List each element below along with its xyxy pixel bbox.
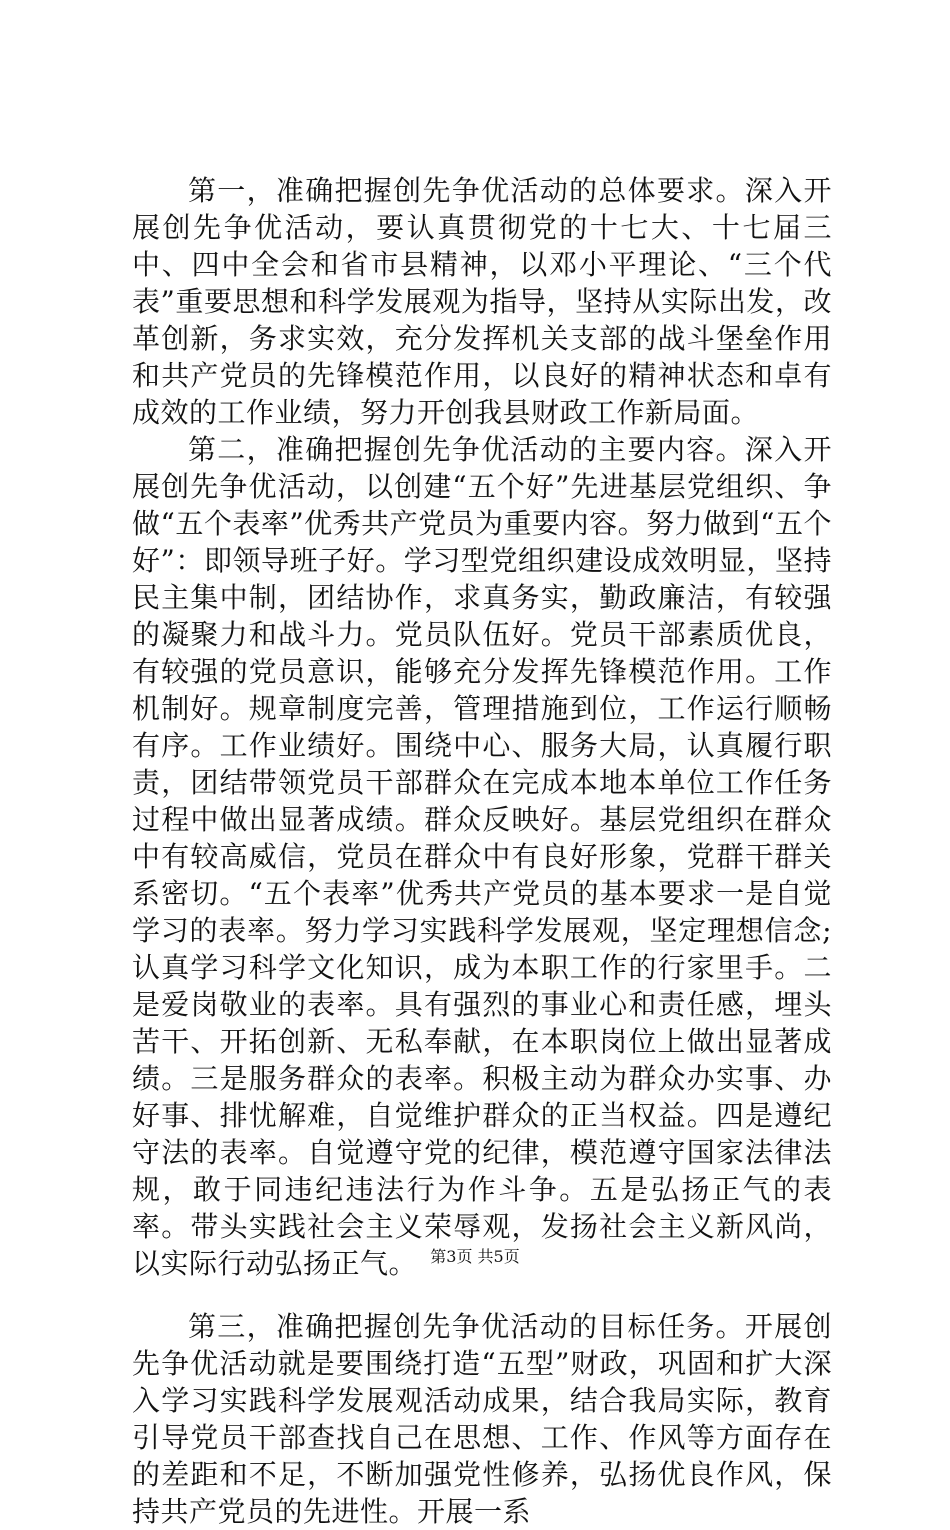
paragraph-overall-requirements: 第一，准确把握创先争优活动的总体要求。深入开展创先争优活动，要认真贯彻党的十七大、十七届三中、四中全会和省市县精神，以邓小平理论、“三个代表”重要思想和科学发展观为指导，坚持从实际出发，改革创新，务求实效，充分发挥机关支部的战斗堡垒作用和共产党员的先锋模范作用，以良好的精神状态和卓有成效的工作业绩，努力开创我县财政工作新局面。 [132,174,832,429]
paragraph-target-tasks: 第三，准确把握创先争优活动的目标任务。开展创先争优活动就是要围绕打造“五型”财政，巩固和扩大深入学习实践科学发展观活动成果，结合我局实际，教育引导党员干部查找自己在思想、工作、作风等方面存在的差距和不足，不断加强党性修养，弘扬优良作风，保持共产党员的先进性。开展一系 [132,1310,832,1528]
page-number-footer: 第3页 共5页 [430,1247,520,1266]
document-body [132,172,832,1530]
paragraph-main-content: 第二，准确把握创先争优活动的主要内容。深入开展创先争优活动，以创建“五个好”先进基层党组织、争做“五个表率”优秀共产党员为重要内容。努力做到“五个好”：即领导班子好。学习型党组织建设成效明显，坚持民主集中制，团结协作，求真务实，勤政廉洁，有较强的凝聚力和战斗力。党员队伍好。党员干部素质优良，有较强的党员意识，能够充分发挥先锋模范作用。工作机制好。规章制度完善，管理措施到位，工作运行顺畅有序。工作业绩好。围绕中心、服务大局，认真履行职责，团结带领党员干部群众在完成本地本单位工作任务过程中做出显著成绩。群众反映好。基层党组织在群众中有较高威信，党员在群众中有良好形象，党群干群关系密切。“五个表率”优秀共产党员的基本要求一是自觉学习的表率。努力学习实践科学发展观，坚定理想信念;认真学习科学文化知识，成为本职工作的行家里手。二是爱岗敬业的表率。具有强烈的事业心和责任感，埋头苦干、开拓创新、无私奉献，在本职岗位上做出显著成绩。三是服务群众的表率。积极主动为群众办实事、办好事、排忧解难，自觉维护群众的正当权益。四是遵纪守法的表率。自觉遵守党的纪律，模范遵守国家法律法规，敢于同违纪违法行为作斗争。五是弘扬正气的表率。带头实践社会主义荣辱观，发扬社会主义新风尚，以实际行动弘扬正气。 [132,433,832,1280]
